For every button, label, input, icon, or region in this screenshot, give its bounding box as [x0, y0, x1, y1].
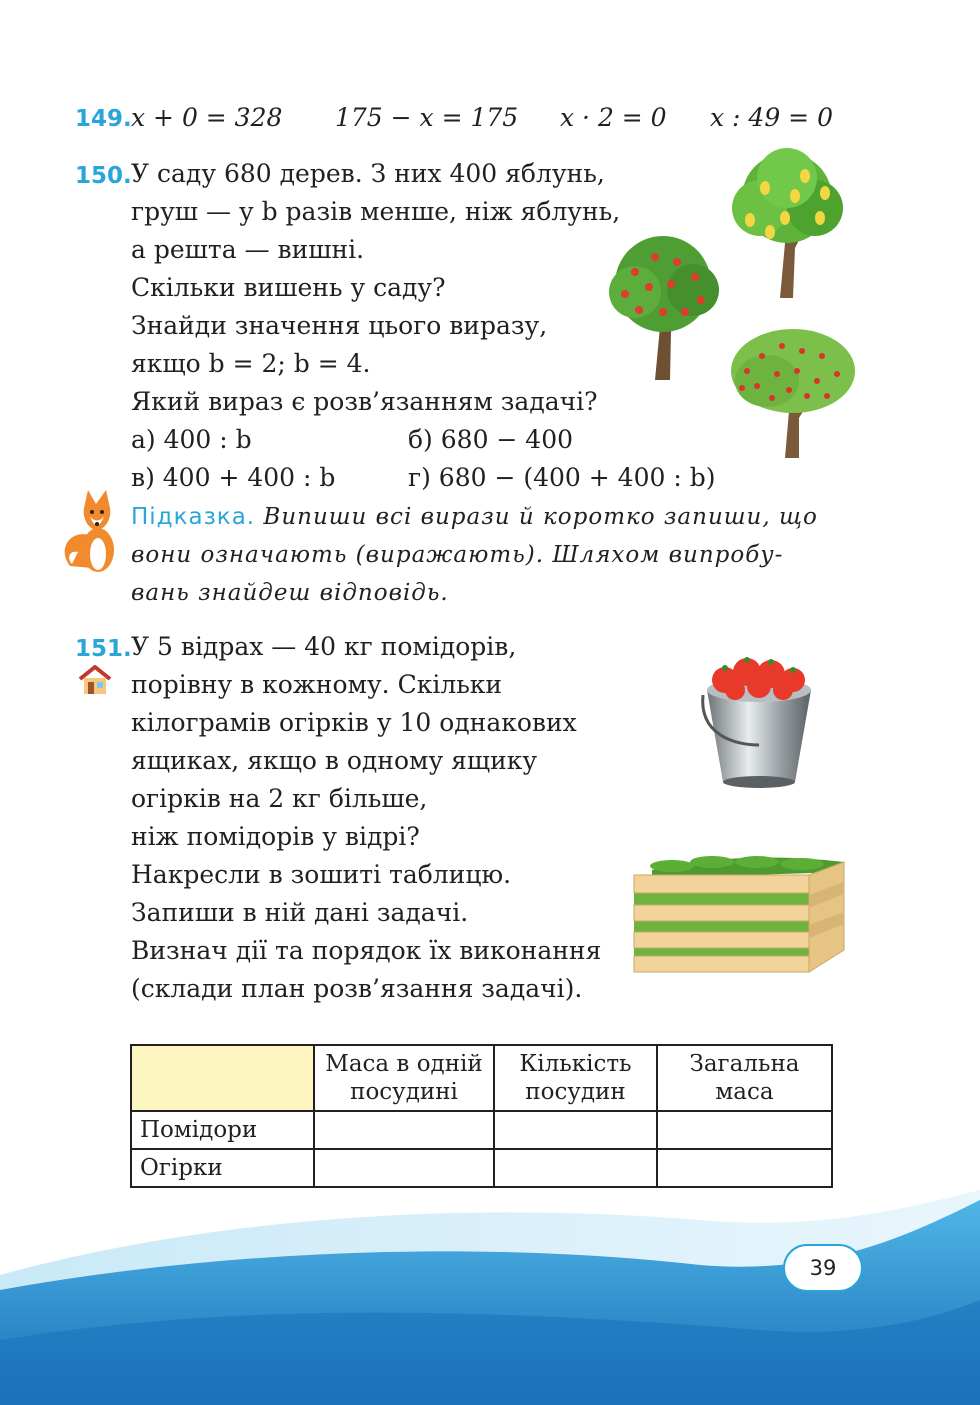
option-a: а) 400 : b — [131, 425, 252, 454]
problem-151-line: порівну в кожному. Скільки — [131, 670, 503, 699]
hint-line-2: вони означають (виражають). Шляхом випробу- — [131, 542, 784, 568]
problem-150-line: Знайди значення цього виразу, — [131, 311, 548, 340]
hint-label: Підказка. — [131, 504, 256, 530]
equation-2: 175 − x = 175 — [335, 103, 519, 132]
table-cell — [314, 1149, 494, 1187]
problem-149-number: 149. — [75, 106, 132, 132]
fox-icon — [62, 488, 124, 578]
data-table — [130, 1044, 833, 1188]
page-number: 39 — [783, 1244, 863, 1292]
table-header: Загальна маса — [657, 1045, 832, 1111]
problem-150-line: Який вираз є розв’язанням задачі? — [131, 387, 598, 416]
home-icon — [77, 664, 113, 696]
table-row-label: Огірки — [131, 1149, 314, 1187]
table-cell — [314, 1111, 494, 1149]
cucumber-crate-icon — [632, 850, 848, 975]
table-header: Кількість посудин — [494, 1045, 657, 1111]
table-cell — [657, 1149, 832, 1187]
problem-150-line: якщо b = 2; b = 4. — [131, 349, 371, 378]
tomato-bucket-icon — [695, 650, 820, 790]
hint-text: Випиши всі вирази й коротко запиши, що — [263, 504, 818, 530]
problem-151-line: ніж помідорів у відрі? — [131, 822, 420, 851]
hint-line-3: вань знайдеш відповідь. — [131, 580, 449, 606]
problem-151-line: ящиках, якщо в одному ящику — [131, 746, 538, 775]
problem-151-line: огірків на 2 кг більше, — [131, 784, 428, 813]
table-cell — [657, 1111, 832, 1149]
problem-150-number: 150. — [75, 163, 132, 189]
problem-151-line: Визнач дії та порядок їх виконання — [131, 936, 602, 965]
problem-151-line: (склади план розв’язання задачі). — [131, 974, 583, 1003]
option-v: в) 400 + 400 : b — [131, 463, 336, 492]
problem-151-number: 151. — [75, 636, 132, 662]
pear-tree-icon — [725, 148, 850, 303]
equation-1: x + 0 = 328 — [131, 103, 283, 132]
apple-tree-icon — [605, 232, 723, 382]
table-cell — [494, 1149, 657, 1187]
hint-line-1 — [131, 502, 818, 532]
table-corner-cell — [131, 1045, 314, 1111]
option-g: г) 680 − (400 + 400 : b) — [408, 463, 716, 492]
problem-150-line: груш — у b разів менше, ніж яблунь, — [131, 197, 621, 226]
cherry-tree-icon — [727, 326, 859, 461]
problem-151-line: Накресли в зошиті таблицю. — [131, 860, 512, 889]
equation-4: x : 49 = 0 — [710, 103, 833, 132]
table-cell — [494, 1111, 657, 1149]
problem-151-line: Запиши в ній дані задачі. — [131, 898, 469, 927]
problem-151-line: кілограмів огірків у 10 однакових — [131, 708, 577, 737]
problem-150-line: У саду 680 дерев. З них 400 яблунь, — [131, 159, 605, 188]
table-header: Маса в одній посудині — [314, 1045, 494, 1111]
bottom-wave-decoration — [0, 1180, 980, 1405]
problem-150-line: а решта — вишні. — [131, 235, 365, 264]
table-row-label: Помідори — [131, 1111, 314, 1149]
equation-3: x · 2 = 0 — [560, 103, 667, 132]
problem-150-line: Скільки вишень у саду? — [131, 273, 446, 302]
problem-151-line: У 5 відрах — 40 кг помідорів, — [131, 632, 517, 661]
option-b: б) 680 − 400 — [408, 425, 574, 454]
